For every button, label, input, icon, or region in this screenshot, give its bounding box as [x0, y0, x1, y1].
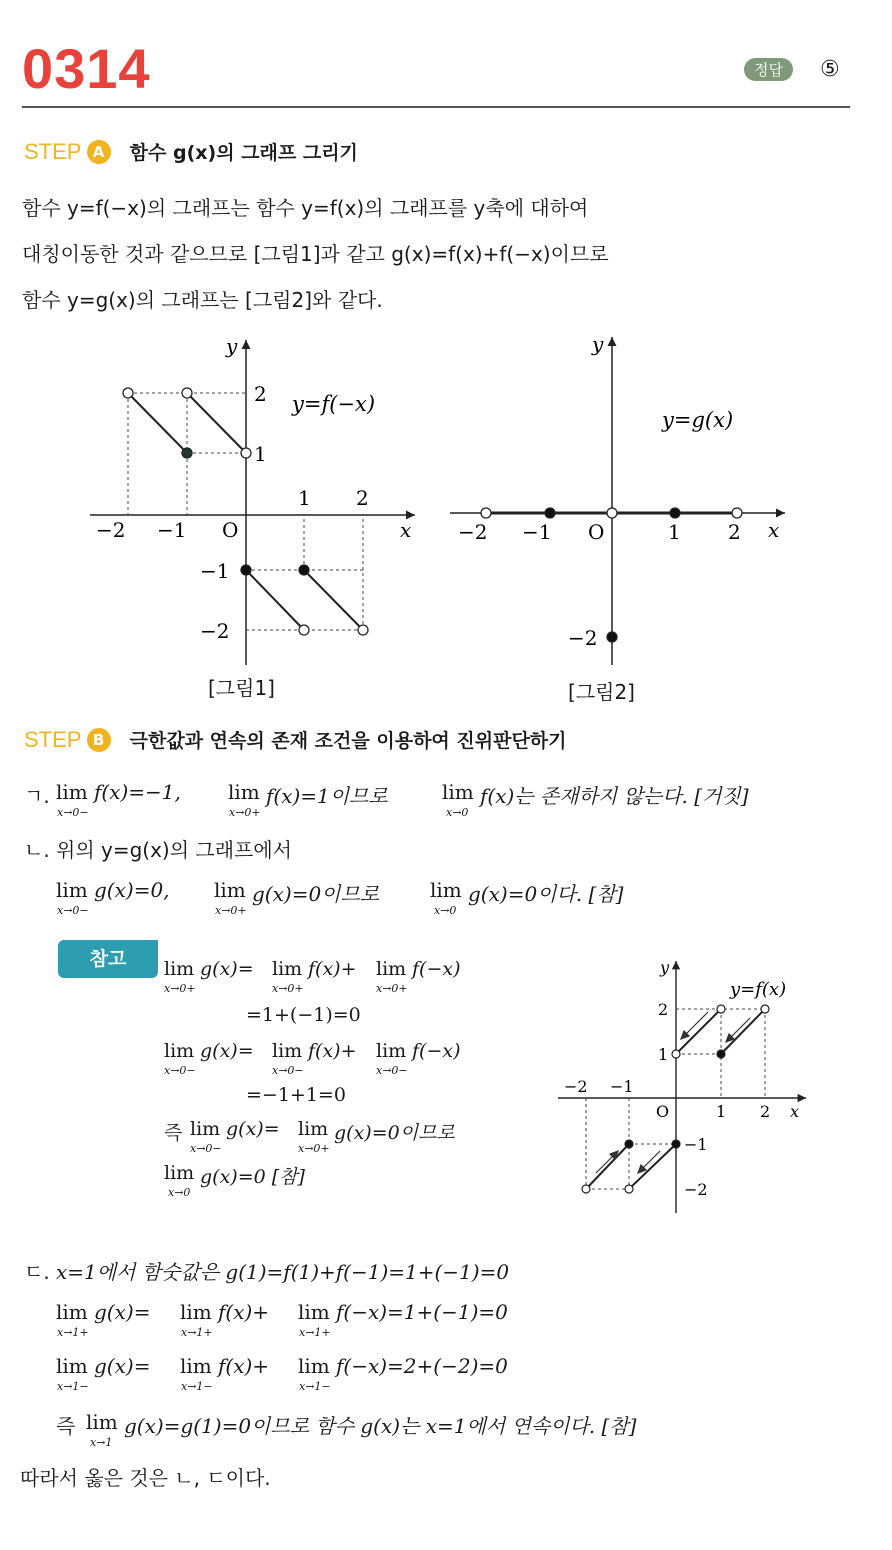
divider [22, 106, 850, 108]
closed-point [672, 1140, 680, 1148]
x-axis-label: x [790, 1102, 800, 1121]
note-line-1-b: f(x)+ [308, 958, 357, 980]
open-point [182, 388, 192, 398]
lim-word: lim [442, 780, 474, 804]
lim-subscript: x→0− [57, 904, 89, 917]
step-b-heading [24, 726, 567, 753]
lim-word: lim [190, 1118, 221, 1140]
y-tick: −2 [200, 619, 230, 643]
curve-label: y=f(x) [730, 979, 787, 1000]
lim-subscript: x→0+ [376, 982, 408, 995]
lim-word: lim [180, 1354, 212, 1378]
lim-word: lim [298, 1118, 329, 1140]
y-tick: −1 [200, 559, 230, 583]
y-tick: 1 [658, 1045, 669, 1064]
lim-word: lim [56, 878, 88, 902]
lim-subscript: x→0 [168, 1186, 191, 1199]
curve-label: y=g(x) [662, 408, 734, 432]
lim-word: lim [376, 1040, 407, 1062]
lim-subscript: x→0+ [298, 1142, 330, 1155]
item-3-line-4-a: 즉 [56, 1414, 76, 1438]
closed-point [607, 632, 617, 642]
note-line-1-a: g(x)= [200, 958, 254, 980]
lim-subscript: x→0+ [272, 982, 304, 995]
y-tick: 1 [254, 442, 267, 466]
item-3-line-3-b: f(x)+ [218, 1354, 270, 1378]
step-a-badge: A [87, 140, 111, 164]
closed-point [182, 448, 192, 458]
open-point [607, 508, 617, 518]
lim-word: lim [56, 780, 88, 804]
y-tick: 2 [658, 1000, 669, 1019]
figure-2-caption: [그림2] [568, 680, 635, 704]
lim-word: lim [180, 1300, 212, 1324]
note-line-2: =1+(−1)=0 [246, 1004, 361, 1026]
x-tick: 2 [356, 486, 369, 510]
lim-word: lim [86, 1410, 118, 1434]
step-b-badge: B [87, 728, 111, 752]
open-point [625, 1185, 633, 1193]
x-tick: 2 [760, 1102, 771, 1121]
segment [246, 570, 304, 630]
item-3-line-3-c: f(−x)=2+(−2)=0 [336, 1354, 508, 1378]
x-tick: −2 [458, 520, 488, 544]
figure-1-caption: [그림1] [208, 676, 275, 700]
answer-badge: 정답 [744, 58, 793, 81]
lim-subscript: x→0− [190, 1142, 222, 1155]
segment [128, 393, 187, 453]
step-a-heading [24, 138, 358, 165]
note-line-5-b: g(x)= [226, 1118, 280, 1140]
lim-word: lim [430, 878, 462, 902]
origin-label: O [656, 1102, 670, 1121]
closed-point [299, 565, 309, 575]
problem-number: 0314 [22, 37, 151, 100]
note-badge: 참고 [58, 940, 158, 978]
lim-subscript: x→0− [57, 806, 89, 819]
item-2-part-c: g(x)=0이다. [참] [468, 882, 624, 906]
lim-subscript: x→0− [164, 1064, 196, 1077]
closed-point [670, 508, 680, 518]
open-point [241, 448, 251, 458]
lim-subscript: x→0 [434, 904, 457, 917]
conclusion: 따라서 옳은 것은 ㄴ, ㄷ이다. [20, 1466, 271, 1490]
note-line-1-c: f(−x) [412, 958, 461, 980]
segment [187, 393, 246, 453]
lim-subscript: x→0+ [215, 904, 247, 917]
note-line-3-a: g(x)= [200, 1040, 254, 1062]
item-2-part-b: g(x)=0이므로 [252, 882, 380, 906]
curve-label: y=f(−x) [292, 392, 376, 416]
item-2-prefix: ㄴ. [24, 838, 50, 862]
y-tick: −2 [684, 1180, 708, 1199]
item-1-part-b: f(x)=1이므로 [266, 784, 388, 808]
lim-word: lim [56, 1354, 88, 1378]
lim-word: lim [228, 780, 260, 804]
lim-subscript: x→1 [90, 1436, 113, 1449]
item-3-line-3-a: g(x)= [94, 1354, 151, 1378]
y-tick: −2 [568, 626, 598, 650]
lim-subscript: x→1− [181, 1380, 213, 1393]
note-line-5-c: g(x)=0이므로 [334, 1122, 455, 1144]
y-axis-label: y [226, 334, 238, 358]
open-point [672, 1050, 680, 1058]
note-line-4: =−1+1=0 [246, 1084, 346, 1106]
lim-subscript: x→1+ [57, 1326, 89, 1339]
lim-subscript: x→0 [446, 806, 469, 819]
note-line-3-c: f(−x) [412, 1040, 461, 1062]
lim-word: lim [298, 1354, 330, 1378]
note-line-6: g(x)=0 [참] [200, 1166, 305, 1188]
item-1-part-a: f(x)=−1, [94, 780, 181, 804]
note-graph [548, 955, 818, 1220]
lim-word: lim [376, 958, 407, 980]
lim-subscript: x→0− [272, 1064, 304, 1077]
lim-subscript: x→0+ [164, 982, 196, 995]
open-point [732, 508, 742, 518]
item-2-line-1: 위의 y=g(x)의 그래프에서 [56, 838, 293, 862]
x-tick: −1 [157, 518, 187, 542]
open-point [358, 625, 368, 635]
lim-word: lim [272, 958, 303, 980]
step-a-label: STEP [24, 139, 82, 164]
step-a-line-1: 함수 y=f(−x)의 그래프는 함수 y=f(x)의 그래프를 y축에 대하여 [22, 196, 589, 220]
item-2-part-a: g(x)=0, [94, 878, 170, 902]
segment [304, 570, 363, 630]
closed-point [241, 565, 251, 575]
x-tick: 1 [668, 520, 681, 544]
lim-subscript: x→1+ [299, 1326, 331, 1339]
item-3-line-4-b: g(x)=g(1)=0이므로 함수 g(x)는 x=1에서 연속이다. [참] [124, 1414, 637, 1438]
item-3-line-2-b: f(x)+ [218, 1300, 270, 1324]
open-point [582, 1185, 590, 1193]
y-axis-label: y [592, 332, 604, 356]
item-3-line-1: x=1에서 함숫값은 g(1)=f(1)+f(−1)=1+(−1)=0 [56, 1260, 510, 1284]
x-tick: 1 [298, 486, 311, 510]
closed-point [717, 1050, 725, 1058]
lim-word: lim [272, 1040, 303, 1062]
item-3-line-2-a: g(x)= [94, 1300, 151, 1324]
x-axis-label: x [400, 518, 412, 542]
lim-subscript: x→1+ [181, 1326, 213, 1339]
item-1-prefix: ㄱ. [24, 784, 50, 808]
figure-1-graph [60, 325, 440, 710]
origin-label: O [588, 520, 605, 544]
y-axis-label: y [660, 958, 670, 977]
step-a-title: 함수 g(x)의 그래프 그리기 [129, 142, 358, 164]
y-tick: −1 [684, 1135, 708, 1154]
lim-word: lim [164, 1040, 195, 1062]
item-3-line-2-c: f(−x)=1+(−1)=0 [336, 1300, 508, 1324]
lim-subscript: x→1− [299, 1380, 331, 1393]
note-line-5-a: 즉 [164, 1122, 183, 1144]
lim-word: lim [298, 1300, 330, 1324]
lim-word: lim [164, 1162, 195, 1184]
answer-value: ⑤ [820, 57, 840, 82]
step-a-line-3: 함수 y=g(x)의 그래프는 [그림2]와 같다. [22, 288, 383, 312]
x-tick: −2 [96, 518, 126, 542]
item-1-part-c: f(x)는 존재하지 않는다. [거짓] [480, 784, 749, 808]
step-b-title: 극한값과 연속의 존재 조건을 이용하여 진위판단하기 [129, 730, 567, 752]
open-point [481, 508, 491, 518]
step-b-label: STEP [24, 727, 82, 752]
lim-subscript: x→1− [57, 1380, 89, 1393]
lim-subscript: x→0− [376, 1064, 408, 1077]
lim-word: lim [164, 958, 195, 980]
note-line-3-b: f(x)+ [308, 1040, 357, 1062]
item-3-prefix: ㄷ. [24, 1260, 50, 1284]
lim-word: lim [214, 878, 246, 902]
x-tick: −2 [564, 1077, 588, 1096]
x-tick: −1 [610, 1077, 634, 1096]
step-a-line-2: 대칭이동한 것과 같으므로 [그림1]과 같고 g(x)=f(x)+f(−x)이므로 [22, 242, 609, 266]
figure-2-graph [440, 325, 800, 710]
lim-subscript: x→0+ [229, 806, 261, 819]
open-point [717, 1005, 725, 1013]
origin-label: O [222, 518, 239, 542]
lim-word: lim [56, 1300, 88, 1324]
open-point [761, 1005, 769, 1013]
y-tick: 2 [254, 382, 267, 406]
closed-point [545, 508, 555, 518]
x-tick: 1 [716, 1102, 727, 1121]
x-tick: −1 [522, 520, 552, 544]
x-tick: 2 [728, 520, 741, 544]
closed-point [625, 1140, 633, 1148]
x-axis-label: x [768, 518, 780, 542]
open-point [299, 625, 309, 635]
open-point [123, 388, 133, 398]
